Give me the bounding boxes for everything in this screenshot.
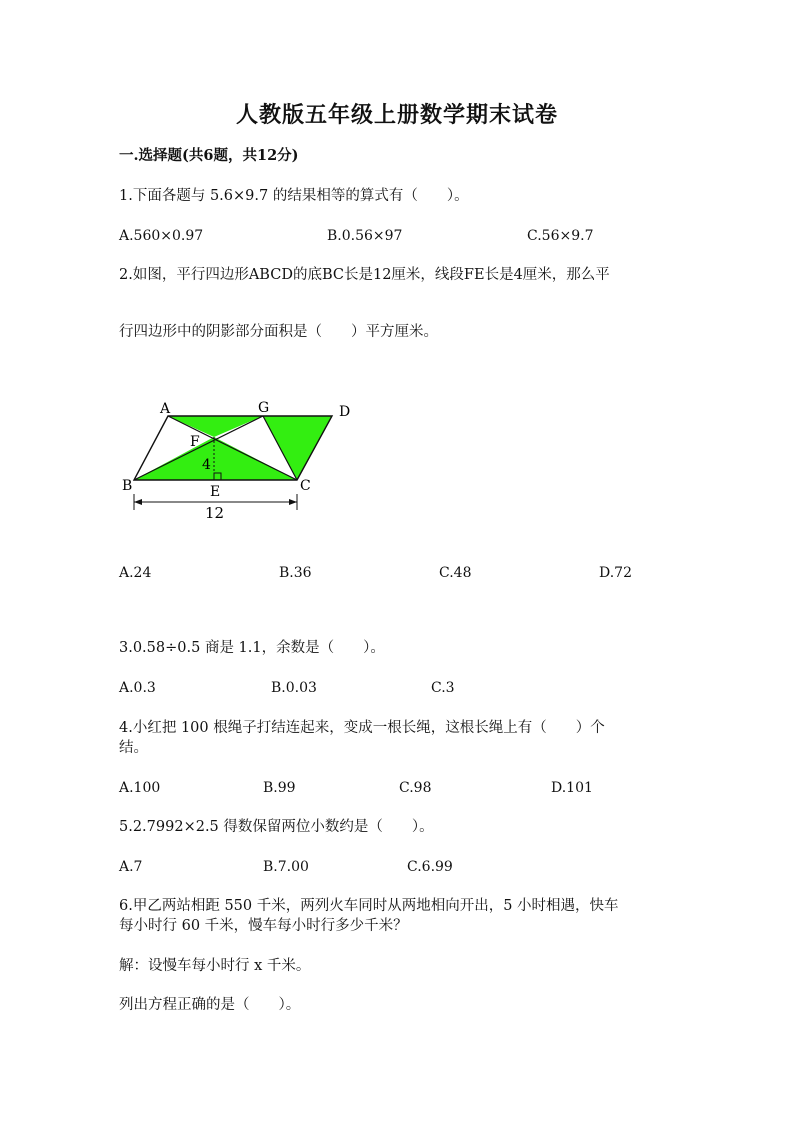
question-5-text: 5.2.7992×2.5 得数保留两位小数约是（ ）。 (119, 819, 434, 835)
question-5-option-b[interactable]: B.7.00 (263, 859, 309, 875)
question-4-option-d[interactable]: D.101 (551, 780, 593, 796)
shaded-region-top (168, 416, 263, 437)
question-1-option-a[interactable]: A.560×0.97 (119, 228, 204, 244)
question-1-option-c[interactable]: C.56×9.7 (527, 228, 594, 244)
question-1-text: 1.下面各题与 5.6×9.7 的结果相等的算式有（ ）。 (119, 188, 469, 204)
section-heading: 一.选择题(共6题，共12分) (119, 147, 299, 164)
question-6-line-2: 每小时行 60 千米，慢车每小时行多少千米？ (119, 918, 408, 934)
question-5-option-a[interactable]: A.7 (119, 859, 143, 875)
label-e: E (210, 484, 221, 500)
label-c: C (300, 478, 311, 494)
question-4-option-b[interactable]: B.99 (263, 780, 296, 796)
question-4-line-2: 结。 (119, 740, 148, 756)
question-4-option-a[interactable]: A.100 (119, 780, 161, 796)
question-6-prompt: 列出方程正确的是（ ）。 (119, 997, 301, 1013)
question-1-option-b[interactable]: B.0.56×97 (327, 228, 403, 244)
question-3-option-b[interactable]: B.0.03 (271, 680, 317, 696)
label-height: 4 (202, 457, 211, 473)
question-3-text: 3.0.58÷0.5 商是 1.1，余数是（ ）。 (119, 640, 385, 656)
page-title: 人教版五年级上册数学期末试卷 (235, 102, 558, 128)
question-3-option-c[interactable]: C.3 (431, 680, 455, 696)
label-a: A (160, 401, 171, 417)
question-4-line-1: 4.小红把 100 根绳子打结连起来，变成一根长绳，这根长绳上有（ ）个 (119, 720, 605, 736)
question-3-option-a[interactable]: A.0.3 (119, 680, 156, 696)
question-2-line-2: 行四边形中的阴影部分面积是（ ）平方厘米。 (119, 324, 438, 340)
question-2-option-c[interactable]: C.48 (439, 565, 472, 581)
question-6-line-1: 6.甲乙两站相距 550 千米，两列火车同时从两地相向开出，5 小时相遇，快车 (119, 898, 619, 914)
shaded-region-left (134, 437, 297, 480)
label-f: F (190, 434, 200, 450)
question-2-option-b[interactable]: B.36 (279, 565, 312, 581)
label-g: G (258, 400, 270, 416)
question-2-option-d[interactable]: D.72 (599, 565, 632, 581)
question-2-line-1: 2.如图，平行四边形ABCD的底BC长是12厘米，线段FE长是4厘米，那么平 (119, 267, 610, 283)
question-5-option-c[interactable]: C.6.99 (407, 859, 453, 875)
question-6-solution: 解：设慢车每小时行 x 千米。 (119, 958, 311, 974)
question-4-option-c[interactable]: C.98 (399, 780, 432, 796)
parallelogram-figure (110, 390, 370, 530)
label-d: D (339, 404, 351, 420)
label-base: 12 (205, 504, 225, 522)
label-b: B (122, 478, 133, 494)
question-2-option-a[interactable]: A.24 (119, 565, 152, 581)
